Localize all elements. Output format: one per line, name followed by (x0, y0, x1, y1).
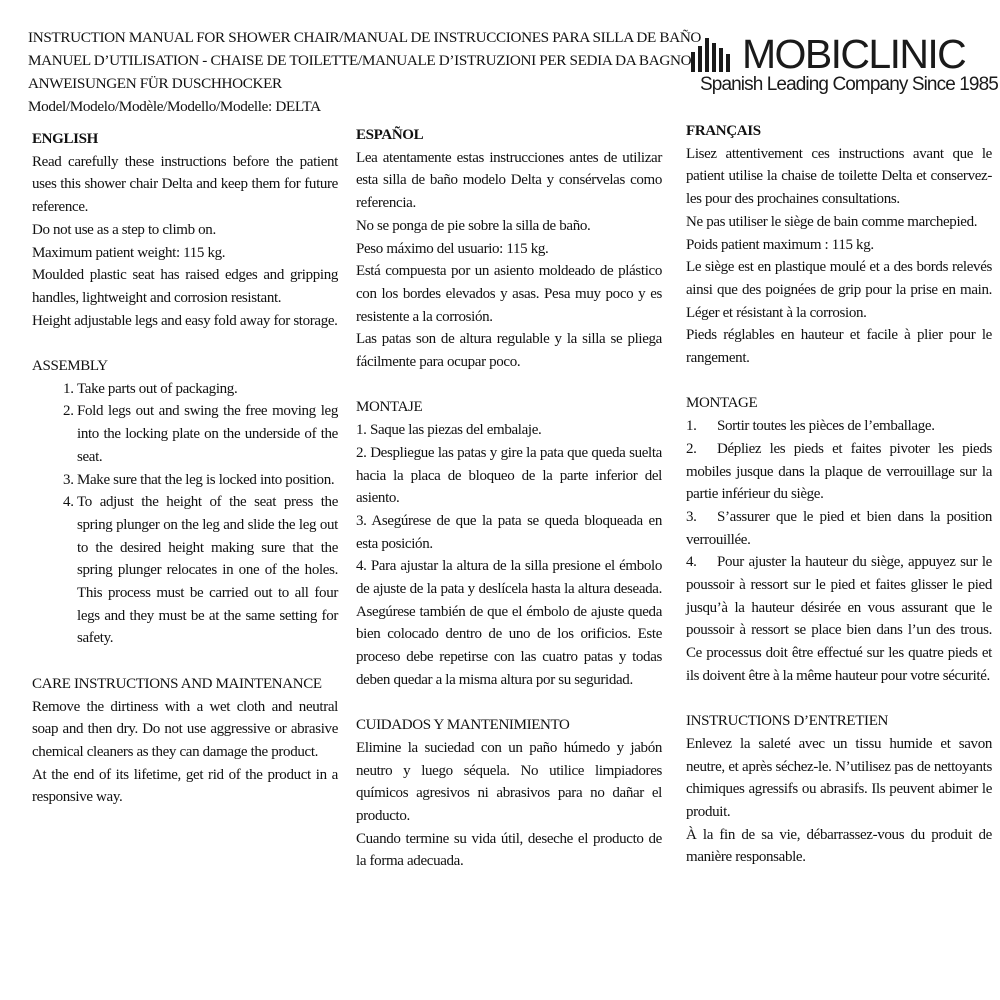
french-column (686, 120, 992, 869)
assembly-title: ASSEMBLY (32, 358, 108, 375)
header-title-line: MANUEL D’UTILISATION - CHAISE DE TOILETTE/MANUALE D’ISTRUZIONI PER SEDIA DA BAGNO (28, 52, 692, 69)
step-number: 2. (686, 440, 697, 457)
header-title-line: ANWEISUNGEN FÜR DUSCHHOCKER (28, 75, 282, 92)
care-paragraph: Remove the dirtiness with a wet cloth and neutral soap and then dry. Do not use aggressive or abrasive chemical cleaners as they can damage the product. (32, 698, 338, 760)
assembly-step: 4. To adjust the height of the seat press the spring plunger on the leg and slide the leg out to the desired height making sure that the spring plunger relocates in one of the holes. This process must be carried out to all four legs and they must be at the same setting for safety. (77, 491, 338, 650)
step-text: Dépliez les pieds et faites pivoter les pieds mobiles jusque dans la plaque de verrouillage sur la partie inférieur du siège. (686, 440, 992, 503)
bars-logo-icon (690, 34, 738, 74)
care-paragraph: Elimine la suciedad con un paño húmedo y jabón neutro y luego séquela. No utilice limpiadores químicos agresivos ni abrasivos para no dañar el producto. (356, 739, 662, 825)
header-title-line: INSTRUCTION MANUAL FOR SHOWER CHAIR/MANUAL DE INSTRUCCIONES PARA SILLA DE BAÑO (28, 29, 702, 46)
step-text: Pour ajuster la hauteur du siège, appuyez sur le poussoir à ressort sur le pied et faites glisser le pied jusqu’à la hauteur désirée en vous assurant que le poussoir à ressort se place bien dans l’un des trous. Ce processus doit être effectué sur les quatre pieds et ils doivent être à la même hauteur pour votre sécurité. (686, 554, 992, 684)
intro-paragraph: Read carefully these instructions before the patient uses this shower chair Delta and keep them for future reference. (32, 153, 338, 216)
assembly-step: 3. Make sure that the leg is locked into position. (77, 469, 338, 492)
care-title: CARE INSTRUCTIONS AND MAINTENANCE (32, 675, 322, 692)
step-number: 3. (686, 508, 697, 525)
step-text: Sortir toutes les pièces de l’emballage. (717, 418, 935, 435)
step-number: 4. (686, 554, 697, 571)
spanish-column (356, 124, 662, 873)
assembly-step: 2. Fold legs out and swing the free moving leg into the locking plate on the underside of the seat. (77, 400, 338, 468)
step-number: 1. (686, 418, 697, 435)
assembly-step: 3. Asegúrese de que la pata se queda bloqueada en esta posición. (356, 512, 662, 552)
intro-paragraph: Moulded plastic seat has raised edges and gripping handles, lightweight and corrosion resistant. (32, 267, 338, 306)
intro-paragraph: Poids patient maximum : 115 kg. (686, 236, 874, 253)
assembly-title: MONTAJE (356, 399, 423, 416)
assembly-step: 1. Take parts out of packaging. (77, 378, 338, 401)
intro-paragraph: Las patas son de altura regulable y la silla se pliega fácilmente para ocupar poco. (356, 331, 662, 371)
document-header (28, 26, 702, 118)
assembly-title: MONTAGE (686, 395, 758, 412)
care-paragraph: At the end of its lifetime, get rid of the product in a responsive way. (32, 766, 338, 806)
care-title: CUIDADOS Y MANTENIMIENTO (356, 717, 570, 734)
care-title: INSTRUCTIONS D’ENTRETIEN (686, 713, 888, 730)
english-column (32, 128, 338, 809)
assembly-step (686, 438, 992, 506)
assembly-step: 4. Para ajustar la altura de la silla presione el émbolo de ajuste de la pata y deslícela hasta la altura deseada. Asegúrese también de que el émbolo de ajuste queda bien colocado dentro de uno de los orificios. Este proceso debe repetirse con las cuatro patas y todas deben quedar a la misma altura por su seguridad. (356, 558, 662, 688)
intro-paragraph: Maximum patient weight: 115 kg. (32, 244, 226, 261)
intro-paragraph: Está compuesta por un asiento moldeado de plástico con los bordes elevados y asas. Pesa muy poco y es resistente a la corrosión. (356, 263, 662, 325)
brand-name: MOBICLINIC (742, 31, 966, 77)
intro-paragraph: Do not use as a step to climb on. (32, 221, 216, 238)
brand-tagline: Spanish Leading Company Since 1985 (700, 74, 998, 95)
care-paragraph: Cuando termine su vida útil, deseche el producto de la forma adecuada. (356, 830, 662, 870)
intro-paragraph: Lisez attentivement ces instructions avant que le patient utilise la chaise de toilette Delta et conservez-les pour des prochaines consultations. (686, 145, 992, 208)
english-heading: ENGLISH (32, 131, 98, 147)
assembly-steps (32, 378, 338, 650)
care-paragraph: À la fin de sa vie, débarrassez-vous du produit de manière responsable. (686, 826, 992, 866)
spanish-heading: ESPAÑOL (356, 127, 424, 143)
intro-paragraph: Le siège est en plastique moulé et a des bords relevés ainsi que des poignées de grip pour la prise en main. Léger et résistant à la corrosion. (686, 259, 992, 321)
assembly-step (686, 551, 992, 687)
intro-paragraph: Height adjustable legs and easy fold away for storage. (32, 312, 338, 329)
assembly-step: 2. Despliegue las patas y gire la pata que queda suelta hacia la placa de bloqueo de la parte inferior del asiento. (356, 444, 662, 507)
french-heading: FRANÇAIS (686, 123, 761, 139)
intro-paragraph: No se ponga de pie sobre la silla de baño. (356, 217, 591, 234)
intro-paragraph: Ne pas utiliser le siège de bain comme marchepied. (686, 213, 978, 230)
mobiclinic-logo (690, 30, 998, 100)
header-model-line: Model/Modelo/Modèle/Modello/Modelle: DELTA (28, 98, 321, 115)
intro-paragraph: Peso máximo del usuario: 115 kg. (356, 240, 549, 257)
assembly-step: 1. Saque las piezas del embalaje. (356, 422, 542, 439)
step-text: S’assurer que le pied et bien dans la position verrouillée. (686, 508, 992, 548)
intro-paragraph: Pieds réglables en hauteur et facile à plier pour le rangement. (686, 327, 992, 367)
care-paragraph: Enlevez la saleté avec un tissu humide et savon neutre, et après séchez-le. N’utilisez pas de nettoyants chimiques agressifs ou abrasifs. Ils peuvent abimer le produit. (686, 735, 992, 821)
assembly-step (686, 415, 992, 438)
assembly-step (686, 506, 992, 551)
intro-paragraph: Lea atentamente estas instrucciones antes de utilizar esta silla de baño modelo Delta y consérvelas como referencia. (356, 149, 662, 212)
